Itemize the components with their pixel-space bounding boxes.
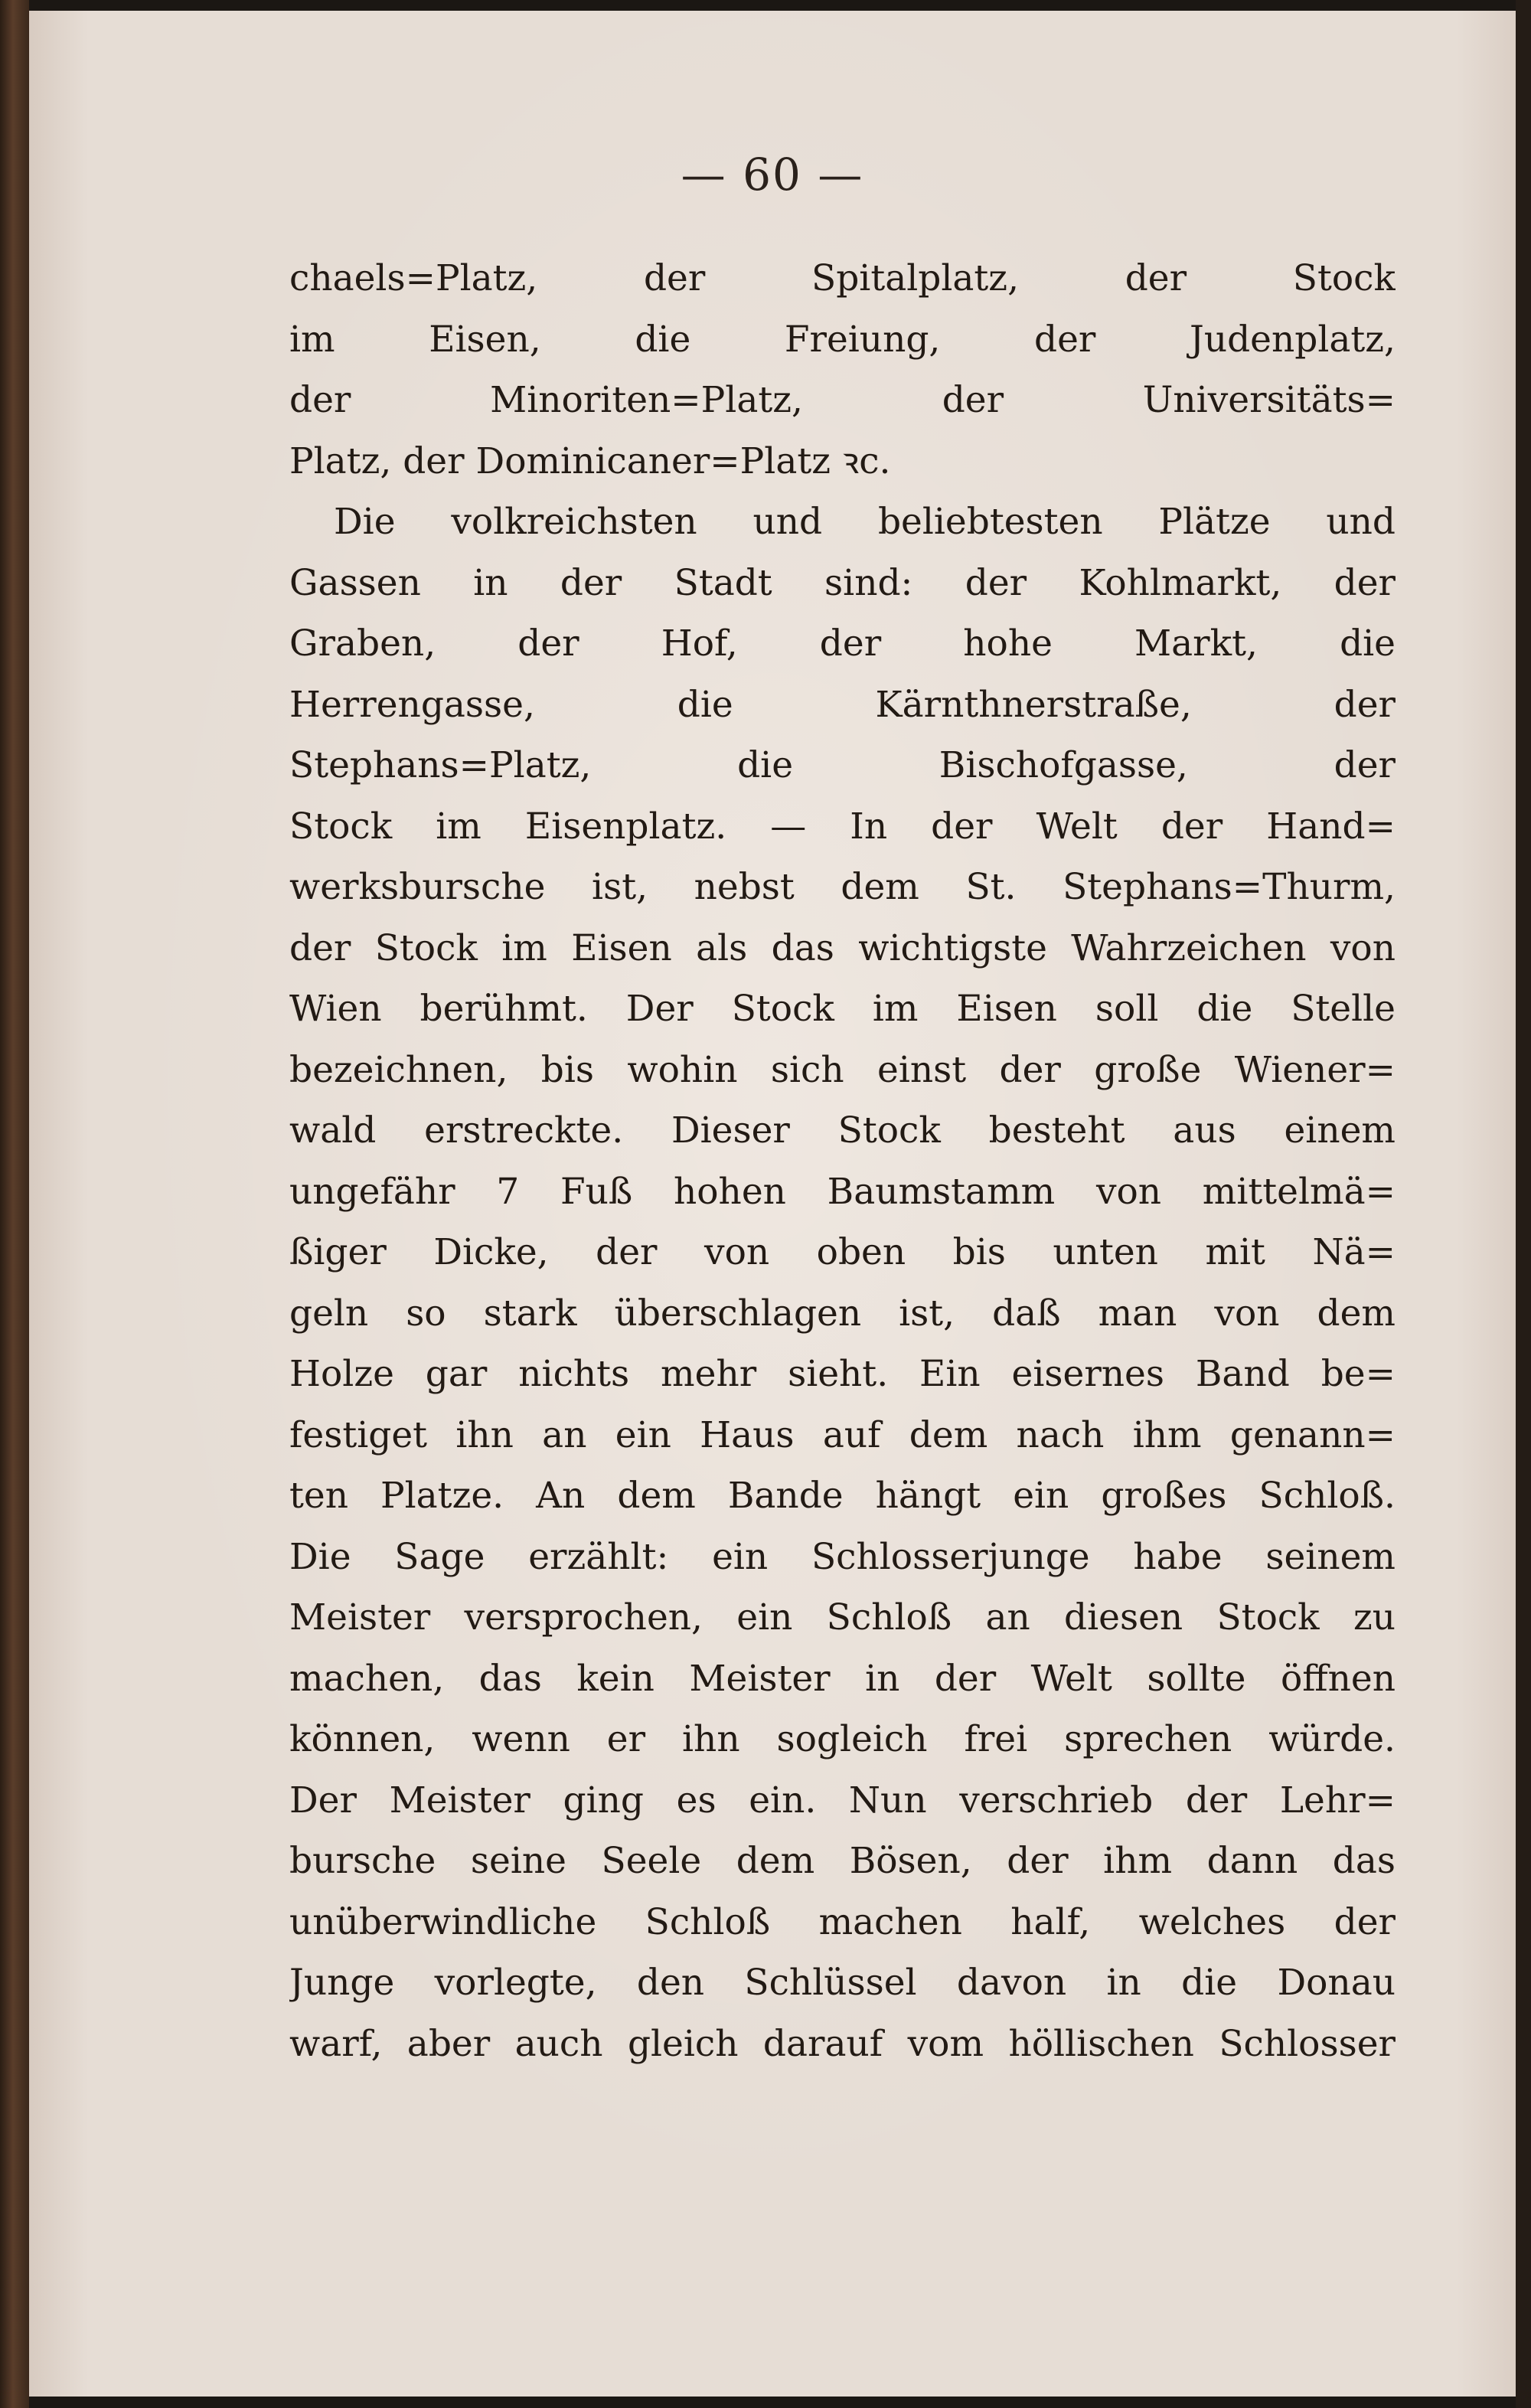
text-line: der Stock im Eisen als das wichtigste Wahrzeichen von (289, 926, 1396, 969)
text-line: Junge vorlegte, den Schlüssel davon in die Donau (289, 1962, 1396, 2004)
text-line: Wien berühmt. Der Stock im Eisen soll die Stelle (289, 988, 1396, 1030)
text-line: chaels=Platz, der Spitalplatz, der Stock (289, 257, 1396, 299)
page-number: — 60 — (681, 149, 864, 201)
text-line: unüberwindliche Schloß machen half, welches der (289, 1900, 1396, 1943)
text-line: Die Sage erzählt: ein Schlosserjunge habe seinem (289, 1535, 1396, 1578)
text-line: geln so stark überschlagen ist, daß man von dem (289, 1292, 1396, 1335)
paragraph-start-line: Die volkreichsten und beliebtesten Plätze und (334, 501, 1396, 543)
text-line: können, wenn er ihn sogleich frei sprechen würde. (289, 1718, 1396, 1760)
text-line: festiget ihn an ein Haus auf dem nach ihm genann= (289, 1413, 1396, 1456)
text-line: warf, aber auch gleich darauf vom höllischen Schlosser (289, 2022, 1396, 2065)
text-line: bezeichnen, bis wohin sich einst der große Wiener= (289, 1048, 1396, 1091)
page-paper (29, 11, 1516, 2397)
text-line: Der Meister ging es ein. Nun verschrieb der Lehr= (289, 1779, 1396, 1822)
text-line: ungefähr 7 Fuß hohen Baumstamm von mittelmä= (289, 1170, 1396, 1213)
text-line: Herrengasse, die Kärnthnerstraße, der (289, 683, 1396, 726)
text-line: ten Platze. An dem Bande hängt ein großes Schloß. (289, 1475, 1396, 1517)
text-line: ßiger Dicke, der von oben bis unten mit Nä= (289, 1231, 1396, 1273)
body-text (289, 248, 1396, 2074)
text-line: werksbursche ist, nebst dem St. Stephans=Thurm, (289, 866, 1396, 908)
text-line: Stock im Eisenplatz. — In der Welt der Hand= (289, 805, 1396, 848)
text-line: im Eisen, die Freiung, der Judenplatz, (289, 318, 1396, 361)
text-line: bursche seine Seele dem Bösen, der ihm dann das (289, 1840, 1396, 1882)
book-binding (0, 0, 29, 2408)
text-line: der Minoriten=Platz, der Universitäts= (289, 379, 1396, 421)
text-line: Gassen in der Stadt sind: der Kohlmarkt, der (289, 561, 1396, 604)
text-line: Meister versprochen, ein Schloß an diesen Stock zu (289, 1596, 1396, 1639)
text-line: wald erstreckte. Dieser Stock besteht aus einem (289, 1109, 1396, 1152)
text-line: Stephans=Platz, die Bischofgasse, der (289, 744, 1396, 786)
text-line: machen, das kein Meister in der Welt sollte öffnen (289, 1657, 1396, 1700)
text-line: Holze gar nichts mehr sieht. Ein eisernes Band be= (289, 1353, 1396, 1395)
page-edge (1516, 0, 1531, 2408)
text-line: Graben, der Hof, der hohe Markt, die (289, 622, 1396, 665)
text-line: Platz, der Dominicaner=Platz ꝛc. (289, 439, 891, 482)
